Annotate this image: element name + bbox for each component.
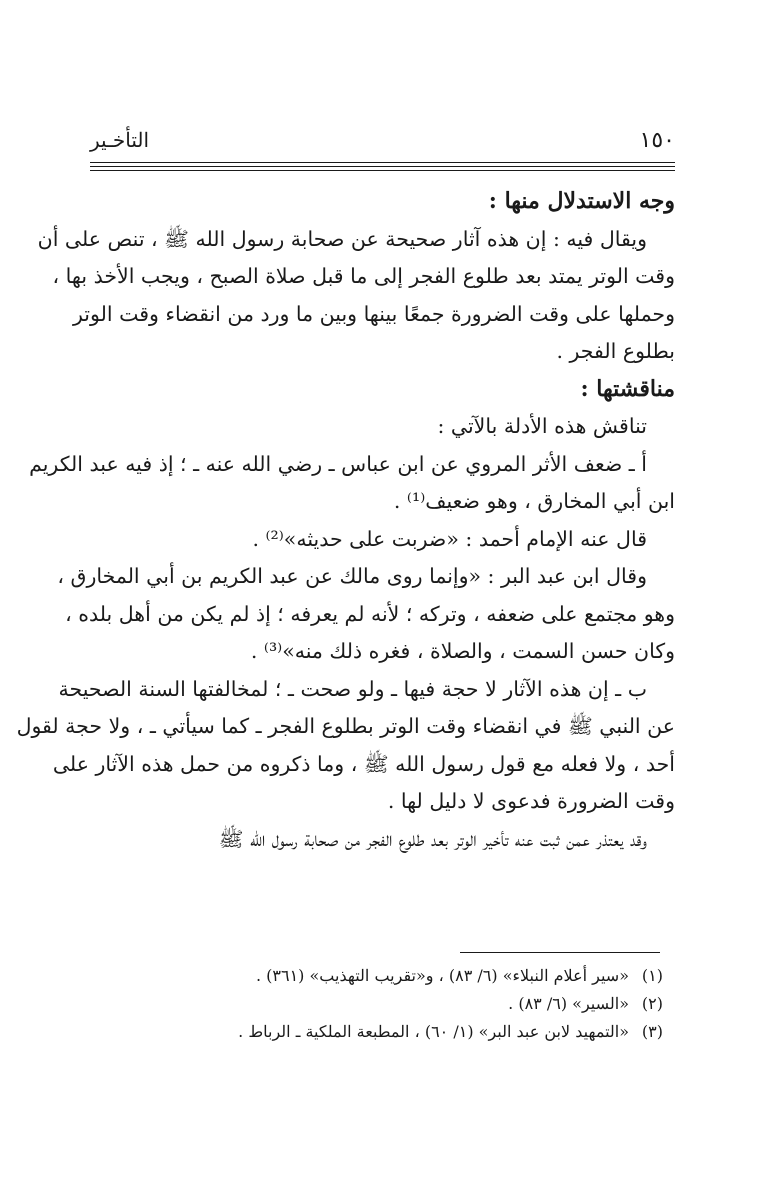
footnote-text: «التمهيد لابن عبد البر» (١/ ٦٠) ، المطبعة الملكية ـ الرباط .	[238, 1022, 629, 1041]
header-rule	[90, 166, 675, 167]
section-heading: مناقشتها :	[580, 375, 675, 402]
footnote-number: (٣)	[641, 1022, 663, 1041]
text-line: وحملها على وقت الضرورة جمعًا بينها وبين ما ورد من انقضاء وقت الوتر	[73, 301, 675, 326]
footnote	[90, 990, 675, 1018]
text-line: وقال ابن عبد البر : «وإنما روى مالك عن عبد الكريم بن أبي المخارق ،	[57, 564, 647, 588]
footnote	[90, 1018, 675, 1046]
header-rule	[90, 170, 675, 171]
text-line: ابن أبي المخارق ، وهو ضعيف⁽¹⁾ .	[393, 489, 675, 513]
page-header	[90, 128, 675, 158]
text-line: وكان حسن السمت ، والصلاة ، فغره ذلك منه»⁽³⁾ .	[250, 639, 675, 663]
text-line: وهو مجتمع على ضعفه ، وتركه ؛ لأنه لم يعرفه ؛ إذ لم يكن من أهل بلده ،	[65, 601, 675, 626]
main-text	[16, 183, 675, 858]
text-line: قال عنه الإمام أحمد : «ضربت على حديثه»⁽²⁾ .	[252, 526, 647, 551]
footnote-separator	[460, 952, 660, 953]
text-line: أ ـ ضعف الأثر المروي عن ابن عباس ـ رضي الله عنه ـ ؛ إذ فيه عبد الكريم	[29, 451, 647, 476]
footnote-number: (١)	[641, 966, 663, 985]
footnote-text: «السير» (٦/ ٨٣) .	[508, 994, 629, 1013]
footnote-text: «سير أعلام النبلاء» (٦/ ٨٣) ، و«تقريب التهذيب» (٣٦١) .	[255, 966, 629, 985]
footnote	[90, 962, 675, 990]
text-line: ويقال فيه : إن هذه آثار صحيحة عن صحابة رسول الله ﷺ ، تنص على أن	[37, 226, 647, 251]
page-number: ١٥٠	[639, 128, 675, 153]
text-line: وقد يعتذر عمن ثبت عنه تأخير الوتر بعد طلوع الفجر من صحابة رسول الله ﷺ	[218, 826, 647, 851]
text-line: ب ـ إن هذه الآثار لا حجة فيها ـ ولو صحت ـ ؛ لمخالفتها السنة الصحيحة	[58, 676, 647, 701]
text-line: وقت الضرورة فدعوى لا دليل لها .	[387, 789, 675, 813]
text-line: تناقش هذه الأدلة بالآتي :	[437, 414, 647, 438]
header-rule	[90, 162, 675, 163]
section-heading: وجه الاستدلال منها :	[488, 188, 675, 214]
text-line: عن النبي ﷺ في انقضاء وقت الوتر بطلوع الفجر ـ كما سيأتي ـ ، ولا حجة لقول	[16, 714, 675, 738]
running-title: التأخـير	[90, 128, 150, 152]
footnotes	[90, 962, 675, 1046]
text-line: وقت الوتر يمتد بعد طلوع الفجر إلى ما قبل صلاة الصبح ، ويجب الأخذ بها ،	[52, 264, 675, 288]
footnote-number: (٢)	[641, 994, 663, 1013]
text-line: بطلوع الفجر .	[556, 339, 675, 363]
text-line: أحد ، ولا فعله مع قول رسول الله ﷺ ، وما ذكروه من حمل هذه الآثار على	[52, 751, 675, 776]
